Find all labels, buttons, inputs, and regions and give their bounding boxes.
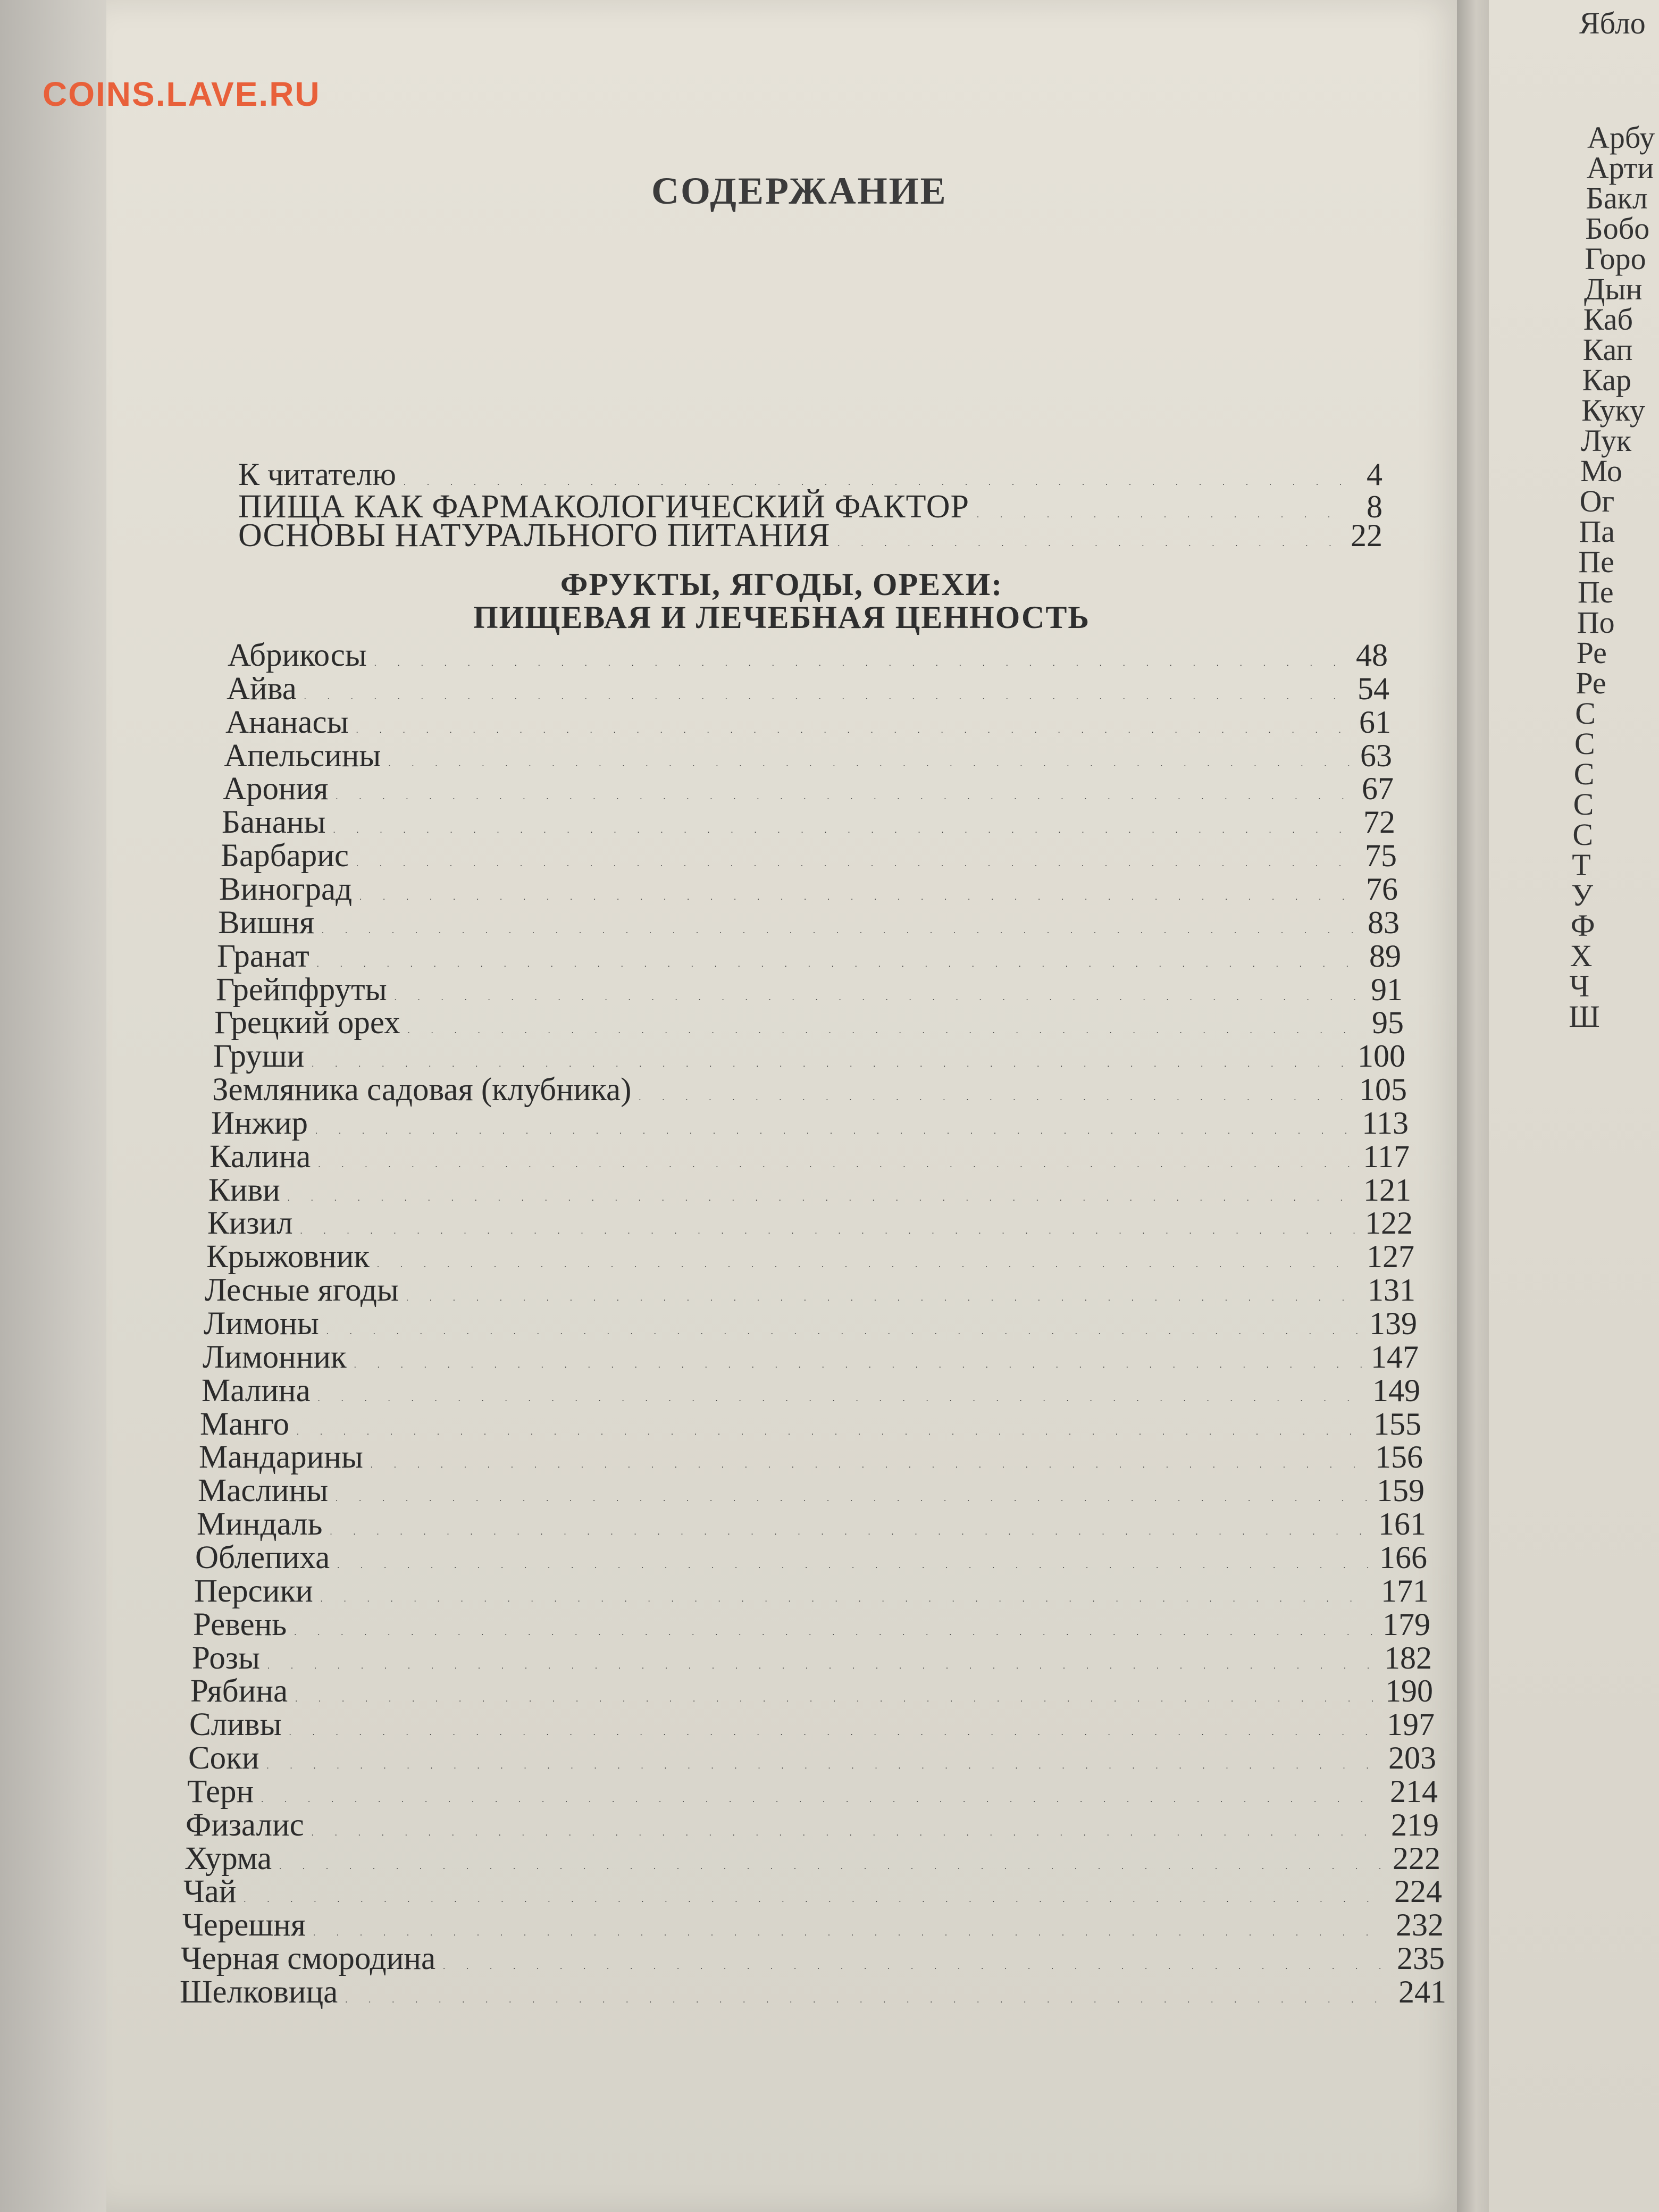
toc-row bbox=[187, 1773, 1438, 1811]
watermark: COINS.LAVE.RU bbox=[43, 75, 321, 113]
dot-leader bbox=[289, 1728, 1379, 1738]
toc-row bbox=[180, 1974, 1446, 2011]
toc-row bbox=[213, 1038, 1405, 1075]
toc-page-number: 203 bbox=[1388, 1740, 1436, 1775]
toc-entry-title: Грецкий орех bbox=[214, 1005, 400, 1041]
toc-row bbox=[181, 1940, 1445, 1978]
toc-page-number: 197 bbox=[1387, 1707, 1435, 1742]
toc-entry-title: Мандарины bbox=[199, 1439, 363, 1475]
toc-row bbox=[238, 517, 1382, 555]
toc-page-number: 139 bbox=[1369, 1306, 1417, 1341]
facing-page-line: У bbox=[1571, 878, 1594, 912]
toc-entry-title: Лимонник bbox=[203, 1339, 347, 1375]
toc-row bbox=[214, 1004, 1404, 1042]
dot-leader bbox=[337, 1561, 1372, 1571]
dot-leader bbox=[837, 539, 1343, 549]
facing-page-line: Лук bbox=[1581, 423, 1632, 458]
dot-leader bbox=[354, 1361, 1363, 1370]
dot-leader bbox=[261, 1795, 1382, 1805]
toc-entry-title: Гранат bbox=[217, 939, 309, 974]
dot-leader bbox=[443, 1962, 1389, 1972]
toc-row bbox=[192, 1640, 1432, 1677]
section-heading-line-1: ФРУКТЫ, ЯГОДЫ, ОРЕХИ: bbox=[560, 567, 1003, 602]
dot-leader bbox=[318, 1394, 1365, 1404]
facing-page-line: Куку bbox=[1581, 393, 1645, 428]
toc-page-number: 83 bbox=[1368, 905, 1400, 940]
dot-leader bbox=[336, 1494, 1369, 1504]
facing-page-line: Ре bbox=[1576, 635, 1607, 670]
toc-page-number: 161 bbox=[1378, 1506, 1426, 1541]
toc-page-number: 72 bbox=[1363, 805, 1395, 840]
toc-row bbox=[219, 871, 1398, 908]
facing-page-line: Ш bbox=[1569, 999, 1600, 1034]
toc-row bbox=[207, 1205, 1413, 1242]
facing-page-line: Мо bbox=[1580, 454, 1622, 488]
toc-row bbox=[194, 1573, 1429, 1610]
toc-page-number: 61 bbox=[1359, 705, 1391, 740]
dot-leader bbox=[304, 692, 1350, 702]
toc-page-number: 117 bbox=[1363, 1139, 1410, 1174]
toc-row bbox=[200, 1406, 1421, 1443]
toc-entry-title: Терн bbox=[187, 1774, 254, 1809]
dot-leader bbox=[371, 1461, 1368, 1470]
toc-row bbox=[225, 704, 1391, 741]
toc-entry-title: Черешня bbox=[182, 1907, 306, 1943]
toc-page-number: 232 bbox=[1396, 1907, 1444, 1942]
toc-row bbox=[223, 770, 1394, 808]
toc-entry-title: Чай bbox=[183, 1874, 237, 1909]
facing-page-line: Бобо bbox=[1585, 211, 1650, 246]
facing-page-line: Арти bbox=[1586, 150, 1654, 185]
toc-entry-title: Маслины bbox=[198, 1473, 329, 1509]
toc-row bbox=[204, 1305, 1417, 1343]
section-heading bbox=[468, 568, 1095, 634]
toc-page-number: 214 bbox=[1390, 1774, 1438, 1809]
toc-page-number: 219 bbox=[1391, 1807, 1439, 1842]
toc-page-number: 166 bbox=[1379, 1540, 1427, 1575]
toc-page-number: 76 bbox=[1366, 872, 1398, 907]
toc-entry-title: Инжир bbox=[211, 1105, 308, 1141]
toc-row bbox=[210, 1138, 1410, 1176]
dot-leader bbox=[406, 1294, 1360, 1303]
toc-entry-title: Кизил bbox=[207, 1205, 293, 1241]
toc-entry-title: ПИЩА КАК ФАРМАКОЛОГИЧЕСКИЙ ФАКТОР bbox=[238, 489, 969, 525]
toc-page-number: 159 bbox=[1377, 1473, 1425, 1508]
toc-page-number: 190 bbox=[1385, 1673, 1433, 1708]
facing-page-line: Ч bbox=[1569, 969, 1590, 1003]
dot-leader bbox=[321, 1595, 1373, 1604]
toc-page-number: 147 bbox=[1371, 1339, 1419, 1375]
dot-leader bbox=[322, 926, 1360, 936]
toc-row bbox=[203, 1339, 1419, 1376]
section-heading-line-2: ПИЩЕВАЯ И ЛЕЧЕБНАЯ ЦЕННОСТЬ bbox=[473, 600, 1091, 635]
toc-row bbox=[211, 1105, 1409, 1142]
dot-leader bbox=[266, 1762, 1381, 1771]
toc-entry-title: Крыжовник bbox=[206, 1239, 370, 1275]
toc-entry-title: Персики bbox=[194, 1573, 313, 1609]
toc-page-number: 95 bbox=[1372, 1005, 1404, 1040]
toc-page-number: 8 bbox=[1367, 489, 1382, 524]
facing-page-line: С bbox=[1575, 696, 1596, 731]
dot-leader bbox=[267, 1662, 1377, 1671]
facing-page-line: Арбу bbox=[1587, 120, 1655, 155]
toc-entry-title: Грейпфруты bbox=[216, 972, 387, 1008]
toc-row bbox=[189, 1706, 1435, 1744]
toc-entry-title: Абрикосы bbox=[228, 638, 367, 673]
toc-entry-title: Хурма bbox=[185, 1841, 272, 1876]
toc-row bbox=[205, 1272, 1415, 1309]
dot-leader bbox=[639, 1093, 1352, 1103]
dot-leader bbox=[330, 1528, 1371, 1537]
facing-page-line: Кап bbox=[1582, 332, 1633, 367]
toc-entry-title: Калина bbox=[210, 1139, 311, 1175]
toc-page-number: 91 bbox=[1371, 972, 1403, 1007]
facing-page-line: Ог bbox=[1579, 484, 1615, 518]
toc-entry-title: Вишня bbox=[218, 905, 315, 941]
facing-page-line: С bbox=[1573, 787, 1594, 822]
toc-page-number: 171 bbox=[1381, 1573, 1429, 1608]
toc-entry-title: Черная смородина bbox=[181, 1941, 436, 1976]
dot-leader bbox=[345, 1996, 1391, 2005]
toc-entry-title: Миндаль bbox=[197, 1506, 323, 1542]
toc-row bbox=[199, 1439, 1423, 1476]
toc-row bbox=[197, 1506, 1426, 1543]
toc-row bbox=[182, 1907, 1444, 1944]
facing-page-line: Па bbox=[1579, 514, 1615, 549]
toc-row bbox=[190, 1673, 1433, 1710]
toc-page-number: 224 bbox=[1394, 1874, 1442, 1909]
toc-entry-title: Ревень bbox=[193, 1607, 287, 1643]
facing-page-line: С bbox=[1572, 817, 1594, 852]
toc-row bbox=[185, 1840, 1440, 1878]
toc-page-number: 241 bbox=[1398, 1974, 1446, 2009]
dot-leader bbox=[313, 1929, 1388, 1938]
toc-page-number: 113 bbox=[1362, 1105, 1409, 1141]
toc-entry-title: Лесные ягоды bbox=[205, 1272, 399, 1308]
toc-page-number: 4 bbox=[1367, 457, 1382, 492]
facing-page-line: С bbox=[1573, 757, 1595, 791]
dot-leader bbox=[333, 826, 1356, 835]
toc-entry-title: Рябина bbox=[190, 1673, 288, 1709]
facing-page bbox=[1489, 0, 1659, 2212]
toc-page-number: 67 bbox=[1362, 771, 1394, 806]
dot-leader bbox=[244, 1895, 1387, 1905]
toc-page-number: 22 bbox=[1351, 518, 1382, 553]
facing-page-line: Горо bbox=[1585, 241, 1646, 276]
toc-entry-title: Сливы bbox=[189, 1707, 282, 1742]
toc-row bbox=[227, 671, 1389, 708]
toc-entry-title: Лимоны bbox=[204, 1306, 319, 1342]
toc-entry-title: Арония bbox=[223, 771, 329, 807]
toc-entry-title: Ананасы bbox=[225, 705, 349, 740]
toc-entry-title: Барбарис bbox=[221, 838, 349, 874]
toc-entry-title: Розы bbox=[192, 1640, 260, 1676]
toc-page-number: 222 bbox=[1393, 1841, 1440, 1876]
toc-row bbox=[208, 1172, 1411, 1209]
dot-leader bbox=[315, 1127, 1354, 1136]
dot-leader bbox=[317, 960, 1362, 969]
toc-page-number: 89 bbox=[1369, 939, 1401, 974]
toc-entry-title: Киви bbox=[208, 1172, 280, 1208]
toc-entry-title: Груши bbox=[213, 1038, 305, 1074]
toc-page-number: 75 bbox=[1365, 838, 1397, 873]
facing-page-line: Ф bbox=[1570, 908, 1595, 943]
toc-entry-title: Апельсины bbox=[224, 738, 381, 774]
toc-entry-title: Айва bbox=[227, 671, 297, 707]
facing-page-line: Бакл bbox=[1586, 181, 1648, 215]
toc-page-number: 121 bbox=[1363, 1172, 1411, 1208]
toc-row bbox=[183, 1873, 1442, 1911]
dot-leader bbox=[374, 659, 1348, 668]
dot-leader bbox=[312, 1060, 1350, 1069]
toc-entry-title: Шелковица bbox=[180, 1974, 338, 2010]
facing-page-line: Пе bbox=[1578, 544, 1614, 579]
toc-page-number: 155 bbox=[1373, 1406, 1421, 1442]
facing-page-line: Т bbox=[1572, 848, 1591, 882]
toc-page-number: 182 bbox=[1384, 1640, 1432, 1675]
toc-page-number: 149 bbox=[1372, 1373, 1420, 1408]
dot-leader bbox=[279, 1862, 1385, 1872]
toc-entry-title: Соки bbox=[188, 1740, 259, 1776]
facing-page-line: Кар bbox=[1582, 363, 1632, 397]
toc-row bbox=[238, 456, 1382, 493]
dot-leader bbox=[288, 1194, 1356, 1203]
toc-row bbox=[186, 1807, 1439, 1844]
dot-leader bbox=[388, 759, 1353, 769]
toc-entry-title: ОСНОВЫ НАТУРАЛЬНОГО ПИТАНИЯ bbox=[238, 517, 831, 554]
toc-row bbox=[206, 1238, 1414, 1276]
dot-leader bbox=[295, 1695, 1378, 1704]
toc-row bbox=[195, 1539, 1427, 1577]
toc-row bbox=[202, 1372, 1420, 1410]
toc-entry-title: Виноград bbox=[219, 872, 353, 907]
dot-leader bbox=[395, 993, 1363, 1003]
facing-page-line: С bbox=[1574, 726, 1595, 761]
facing-page-line: По bbox=[1577, 605, 1615, 640]
dot-leader bbox=[300, 1227, 1358, 1236]
dot-leader bbox=[318, 1160, 1355, 1170]
dot-leader bbox=[377, 1260, 1359, 1270]
toc-row bbox=[228, 637, 1388, 674]
toc-row bbox=[224, 738, 1392, 775]
dot-leader bbox=[404, 478, 1343, 488]
toc-row bbox=[222, 804, 1395, 841]
facing-page-line: Х bbox=[1570, 939, 1593, 973]
dot-leader bbox=[297, 1428, 1366, 1437]
facing-page-line: Ре bbox=[1576, 666, 1606, 700]
facing-page-line: Дын bbox=[1584, 272, 1643, 306]
toc-page-number: 235 bbox=[1397, 1941, 1445, 1976]
toc-row bbox=[212, 1071, 1407, 1109]
toc-entry-title: Малина bbox=[202, 1373, 311, 1409]
toc-page-number: 179 bbox=[1382, 1607, 1430, 1642]
toc-entry-title: Манго bbox=[200, 1406, 289, 1442]
dot-leader bbox=[294, 1628, 1375, 1638]
toc-page-number: 122 bbox=[1365, 1205, 1413, 1241]
toc-row bbox=[193, 1606, 1430, 1644]
dot-leader bbox=[356, 726, 1352, 735]
facing-page-top-text: Ябло bbox=[1579, 6, 1646, 40]
toc-row bbox=[218, 904, 1400, 942]
toc-entry-title: Облепиха bbox=[195, 1540, 330, 1576]
facing-page-line: Каб bbox=[1583, 302, 1633, 337]
toc-page-number: 127 bbox=[1367, 1239, 1414, 1274]
toc-page-number: 156 bbox=[1375, 1439, 1423, 1474]
dot-leader bbox=[336, 792, 1354, 802]
toc-page-number: 100 bbox=[1358, 1038, 1405, 1074]
toc-entry-title: Физалис bbox=[186, 1807, 304, 1843]
dot-leader bbox=[312, 1829, 1384, 1838]
toc-entry-title: К читателю bbox=[238, 457, 396, 492]
toc-page-number: 131 bbox=[1368, 1272, 1415, 1308]
toc-row bbox=[188, 1740, 1436, 1777]
toc-page-number: 105 bbox=[1359, 1072, 1407, 1107]
dot-leader bbox=[408, 1026, 1364, 1036]
toc-page-number: 54 bbox=[1358, 671, 1389, 706]
toc-page-number: 63 bbox=[1360, 738, 1392, 773]
facing-page-line: Пе bbox=[1578, 575, 1614, 609]
toc-entry-title: Бананы bbox=[222, 805, 326, 840]
toc-entry-title: Земляника садовая (клубника) bbox=[212, 1072, 632, 1108]
toc-row bbox=[217, 938, 1401, 975]
dot-leader bbox=[356, 859, 1358, 869]
dot-leader bbox=[359, 893, 1359, 902]
toc-row bbox=[221, 837, 1397, 875]
dot-leader bbox=[326, 1327, 1362, 1337]
page-title: СОДЕРЖАНИЕ bbox=[651, 170, 948, 212]
toc-row bbox=[198, 1472, 1425, 1510]
toc-row bbox=[216, 971, 1403, 1009]
toc-page-number: 48 bbox=[1356, 638, 1388, 673]
